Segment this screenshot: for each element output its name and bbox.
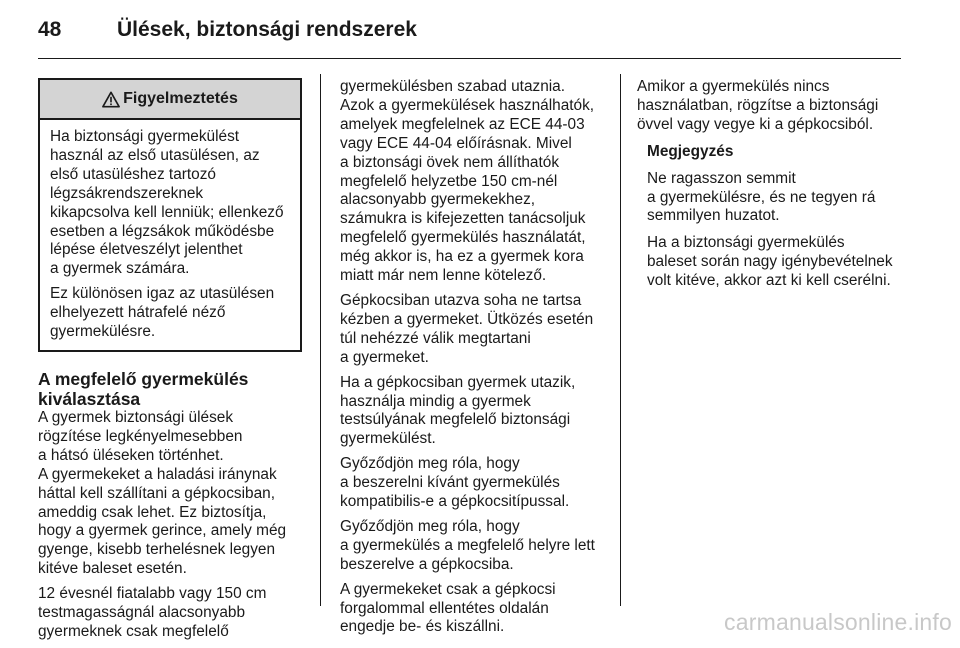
note-paragraph-1: Ne ragasszon semmit a gyermekülésre, és ne tegyen rá semmilyen huzatot. <box>647 169 876 225</box>
warning-title: Figyelmeztetés <box>123 89 238 107</box>
col2-paragraph-3: Ha a gépkocsiban gyermek utazik, használja mindig a gyermek testsúlyának megfelelő biztonsági gyermekülést. <box>340 373 576 448</box>
warning-triangle-icon <box>102 91 120 108</box>
warning-header <box>40 80 300 120</box>
warning-body <box>40 120 300 350</box>
note-paragraph-2: Ha a biztonsági gyermekülés baleset során nagy igénybevételnek volt kitéve, akkor azt ki kell cserélni. <box>647 234 893 290</box>
col1-paragraph-1: A gyermek biztonsági ülések rögzítése legkényelmesebben a hátsó üléseken történhet. <box>38 408 243 464</box>
col2-paragraph-1: gyermekülésben szabad utaznia. Azok a gyermekülések használhatók, amelyek megfelelnek az ECE 44-03 vagy ECE 44-04 előírásnak. Mivel a biztonsági övek nem állíthatók megfelelő helyzetbe 150 cm-nél alacsonyabb gyermekekhez, számukra is kifejezetten tanácsoljuk megfelelő gyermekülés használatát, még akkor is, ha ez a gyermek kora miatt már nem lenne kötelező. <box>340 78 595 285</box>
warning-paragraph-1: Ha biztonsági gyermekülést használ az első utasülésen, az első utasüléshez tartozó légzsákrendszereknek kikapcsolva kell lenniük; ellenkező esetben a légzsákok működésbe lépése életveszélyt jelenthet a gyermek számára. <box>50 128 284 278</box>
watermark: carmanualsonline.info <box>724 609 952 635</box>
note-block <box>637 143 905 291</box>
col2-paragraph-5: Győződjön meg róla, hogy a gyermekülés a megfelelő helyre lett beszerelve a gépkocsiba. <box>340 517 595 573</box>
col2-paragraph-4: Győződjön meg róla, hogy a beszerelni kívánt gyermekülés kompatibilis-e a gépkocsitípussal. <box>340 455 570 511</box>
header-divider <box>38 58 901 59</box>
page-title: Ülések, biztonsági rendszerek <box>117 18 417 41</box>
column-2 <box>340 78 608 643</box>
column-3 <box>637 78 905 299</box>
column-divider-2 <box>620 74 621 606</box>
page-number: 48 <box>38 18 62 41</box>
note-title: Megjegyzés <box>647 142 734 160</box>
warning-box <box>38 78 302 352</box>
col2-paragraph-2: Gépkocsiban utazva soha ne tartsa kézben a gyermeket. Ütközés esetén túl nehézzé válik megtartani a gyermeket. <box>340 291 594 366</box>
col1-paragraph-3: 12 évesnél fiatalabb vagy 150 cm testmagasságnál alacsonyabb gyermeknek csak megfelelő <box>38 585 267 640</box>
column-divider-1 <box>320 74 321 606</box>
section-heading: A megfelelő gyermekülés kiválasztása <box>38 368 249 409</box>
col3-paragraph-1: Amikor a gyermekülés nincs használatban, rögzítse a biztonsági övvel vagy vegye ki a gépkocsiból. <box>637 78 879 133</box>
col2-paragraph-6: A gyermekeket csak a gépkocsi forgalommal ellentétes oldalán engedje be- és kiszállni. <box>340 580 556 636</box>
column-1 <box>38 78 304 648</box>
warning-paragraph-2: Ez különösen igaz az utasülésen elhelyezett hátrafelé néző gyermekülésre. <box>50 285 275 341</box>
col1-paragraph-2: A gyermekeket a haladási iránynak háttal kell szállítani a gépkocsiban, ameddig csak lehet. Ez biztosítja, hogy a gyermek gerince, amely még gyenge, kisebb terhelésnek legyen kitéve baleset esetén. <box>38 465 287 578</box>
